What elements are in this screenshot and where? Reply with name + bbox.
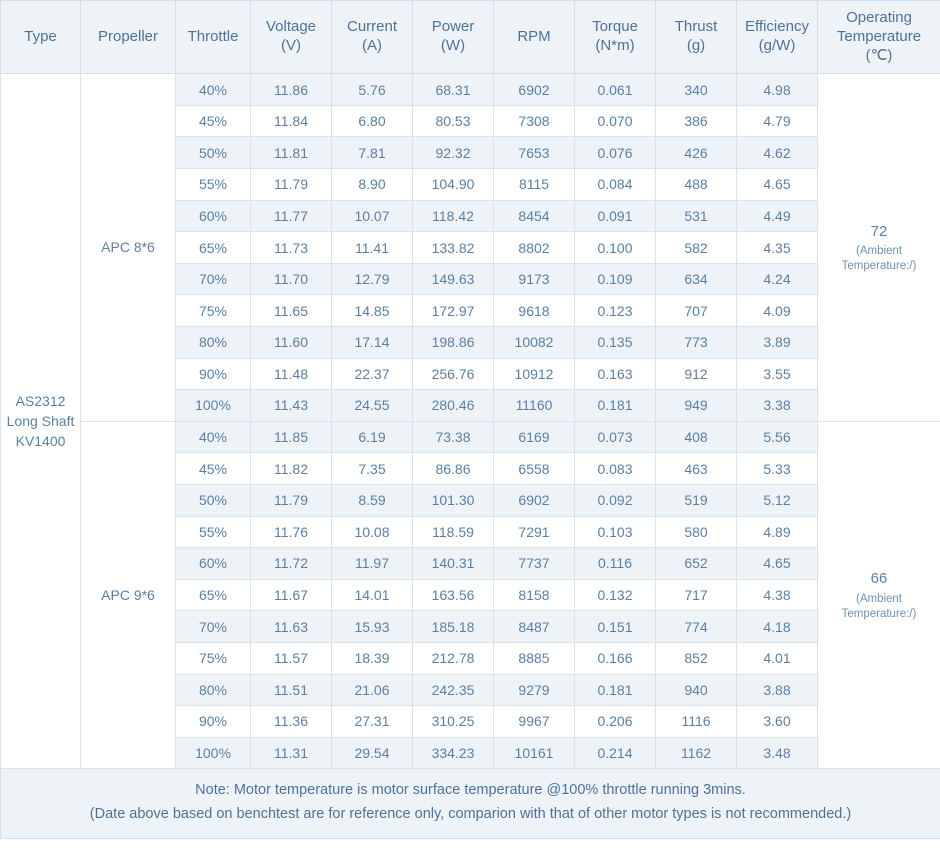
cell-rpm: 8885 <box>494 642 575 674</box>
cell-voltage: 11.65 <box>251 295 332 327</box>
header-current-label: Current <box>346 18 398 36</box>
cell-rpm: 8454 <box>494 200 575 232</box>
cell-thrust: 488 <box>656 169 737 201</box>
cell-current: 15.93 <box>332 611 413 643</box>
table-note-cell <box>1 769 940 838</box>
header-type-label: Type <box>24 27 57 45</box>
cell-rpm: 7737 <box>494 548 575 580</box>
cell-current: 14.85 <box>332 295 413 327</box>
cell-power: 92.32 <box>413 137 494 169</box>
cell-power: 118.59 <box>413 516 494 548</box>
cell-current: 27.31 <box>332 706 413 738</box>
cell-efficiency: 4.38 <box>737 579 818 611</box>
cell-current: 11.97 <box>332 548 413 580</box>
cell-power: 310.25 <box>413 706 494 738</box>
cell-power: 172.97 <box>413 295 494 327</box>
header-throttle <box>176 1 251 74</box>
cell-efficiency: 4.79 <box>737 105 818 137</box>
cell-throttle: 55% <box>176 169 251 201</box>
cell-throttle: 40% <box>176 74 251 106</box>
cell-torque: 0.091 <box>575 200 656 232</box>
cell-voltage: 11.43 <box>251 390 332 422</box>
cell-rpm: 6558 <box>494 453 575 485</box>
header-propeller <box>81 1 176 74</box>
cell-throttle: 90% <box>176 706 251 738</box>
cell-current: 12.79 <box>332 263 413 295</box>
cell-efficiency: 3.55 <box>737 358 818 390</box>
cell-rpm: 9618 <box>494 295 575 327</box>
cell-torque: 0.109 <box>575 263 656 295</box>
cell-power: 185.18 <box>413 611 494 643</box>
cell-current: 10.07 <box>332 200 413 232</box>
header-thrust-label: Thrust <box>674 18 718 36</box>
cell-torque: 0.083 <box>575 453 656 485</box>
cell-thrust: 707 <box>656 295 737 327</box>
cell-voltage: 11.79 <box>251 169 332 201</box>
cell-rpm: 8487 <box>494 611 575 643</box>
header-temperature <box>818 1 940 74</box>
propeller-cell: APC 9*6 <box>81 421 176 769</box>
cell-current: 6.80 <box>332 105 413 137</box>
cell-torque: 0.073 <box>575 421 656 453</box>
operating-temperature-cell <box>818 421 940 769</box>
cell-current: 8.90 <box>332 169 413 201</box>
cell-voltage: 11.57 <box>251 642 332 674</box>
cell-power: 149.63 <box>413 263 494 295</box>
cell-throttle: 70% <box>176 611 251 643</box>
cell-thrust: 852 <box>656 642 737 674</box>
cell-throttle: 65% <box>176 579 251 611</box>
cell-efficiency: 4.49 <box>737 200 818 232</box>
cell-power: 280.46 <box>413 390 494 422</box>
header-voltage-label: Voltage <box>265 18 317 36</box>
cell-thrust: 582 <box>656 232 737 264</box>
cell-efficiency: 5.33 <box>737 453 818 485</box>
cell-throttle: 70% <box>176 263 251 295</box>
header-efficiency-label: Efficiency <box>745 18 809 36</box>
cell-thrust: 580 <box>656 516 737 548</box>
header-thrust-unit: (g) <box>686 37 706 55</box>
cell-rpm: 10912 <box>494 358 575 390</box>
header-current <box>332 1 413 74</box>
cell-current: 11.41 <box>332 232 413 264</box>
table-row <box>1 421 940 453</box>
cell-thrust: 340 <box>656 74 737 106</box>
cell-power: 104.90 <box>413 169 494 201</box>
cell-efficiency: 3.38 <box>737 390 818 422</box>
cell-rpm: 6902 <box>494 484 575 516</box>
cell-voltage: 11.82 <box>251 453 332 485</box>
cell-throttle: 50% <box>176 484 251 516</box>
propeller-cell: APC 8*6 <box>81 74 176 422</box>
header-efficiency <box>737 1 818 74</box>
motor-type-line: AS2312 <box>15 392 66 409</box>
cell-voltage: 11.79 <box>251 484 332 516</box>
cell-rpm: 8158 <box>494 579 575 611</box>
header-voltage-unit: (V) <box>281 37 301 55</box>
temperature-value: 72 <box>870 222 888 240</box>
cell-current: 8.59 <box>332 484 413 516</box>
cell-efficiency: 4.35 <box>737 232 818 264</box>
header-current-unit: (A) <box>362 37 382 55</box>
cell-torque: 0.076 <box>575 137 656 169</box>
note-line-1: Note: Motor temperature is motor surface temperature @100% throttle running 3mins. <box>195 782 746 799</box>
cell-voltage: 11.31 <box>251 737 332 769</box>
cell-power: 242.35 <box>413 674 494 706</box>
cell-efficiency: 3.88 <box>737 674 818 706</box>
header-rpm-label: RPM <box>517 27 551 45</box>
cell-thrust: 408 <box>656 421 737 453</box>
temperature-note: (Ambient Temperature:/) <box>841 592 917 620</box>
cell-rpm: 7308 <box>494 105 575 137</box>
cell-current: 14.01 <box>332 579 413 611</box>
cell-torque: 0.151 <box>575 611 656 643</box>
cell-throttle: 75% <box>176 295 251 327</box>
cell-current: 29.54 <box>332 737 413 769</box>
cell-torque: 0.084 <box>575 169 656 201</box>
cell-throttle: 50% <box>176 137 251 169</box>
cell-current: 21.06 <box>332 674 413 706</box>
cell-rpm: 9173 <box>494 263 575 295</box>
cell-throttle: 45% <box>176 105 251 137</box>
cell-rpm: 7291 <box>494 516 575 548</box>
table-row <box>1 74 940 106</box>
cell-voltage: 11.36 <box>251 706 332 738</box>
cell-power: 118.42 <box>413 200 494 232</box>
cell-torque: 0.103 <box>575 516 656 548</box>
cell-thrust: 634 <box>656 263 737 295</box>
cell-thrust: 940 <box>656 674 737 706</box>
motor-type-line: Long Shaft <box>6 413 75 430</box>
cell-efficiency: 4.65 <box>737 169 818 201</box>
cell-voltage: 11.70 <box>251 263 332 295</box>
cell-voltage: 11.72 <box>251 548 332 580</box>
cell-throttle: 80% <box>176 674 251 706</box>
cell-current: 17.14 <box>332 327 413 359</box>
cell-thrust: 912 <box>656 358 737 390</box>
cell-torque: 0.061 <box>575 74 656 106</box>
cell-efficiency: 4.89 <box>737 516 818 548</box>
cell-efficiency: 4.65 <box>737 548 818 580</box>
cell-thrust: 1162 <box>656 737 737 769</box>
header-voltage <box>251 1 332 74</box>
cell-torque: 0.100 <box>575 232 656 264</box>
cell-rpm: 9279 <box>494 674 575 706</box>
header-temperature-label2: Temperature <box>836 27 922 45</box>
cell-voltage: 11.77 <box>251 200 332 232</box>
cell-voltage: 11.63 <box>251 611 332 643</box>
header-torque-label: Torque <box>592 18 638 36</box>
cell-voltage: 11.51 <box>251 674 332 706</box>
cell-power: 68.31 <box>413 74 494 106</box>
cell-thrust: 773 <box>656 327 737 359</box>
cell-efficiency: 3.89 <box>737 327 818 359</box>
cell-power: 101.30 <box>413 484 494 516</box>
cell-power: 163.56 <box>413 579 494 611</box>
cell-voltage: 11.60 <box>251 327 332 359</box>
cell-efficiency: 4.09 <box>737 295 818 327</box>
table-body <box>1 74 940 769</box>
cell-voltage: 11.48 <box>251 358 332 390</box>
motor-type-cell <box>1 74 81 769</box>
cell-thrust: 774 <box>656 611 737 643</box>
motor-type-line: KV1400 <box>15 433 66 450</box>
cell-torque: 0.163 <box>575 358 656 390</box>
cell-current: 24.55 <box>332 390 413 422</box>
cell-rpm: 10082 <box>494 327 575 359</box>
header-power-label: Power <box>431 18 475 36</box>
cell-torque: 0.181 <box>575 674 656 706</box>
header-temperature-label1: Operating <box>846 9 912 26</box>
header-efficiency-unit: (g/W) <box>758 37 796 55</box>
cell-voltage: 11.81 <box>251 137 332 169</box>
cell-torque: 0.181 <box>575 390 656 422</box>
cell-voltage: 11.76 <box>251 516 332 548</box>
cell-throttle: 80% <box>176 327 251 359</box>
cell-thrust: 519 <box>656 484 737 516</box>
header-propeller-label: Propeller <box>97 27 159 45</box>
cell-efficiency: 4.24 <box>737 263 818 295</box>
header-temperature-unit: (℃) <box>865 46 893 64</box>
cell-throttle: 60% <box>176 548 251 580</box>
cell-rpm: 8802 <box>494 232 575 264</box>
cell-power: 133.82 <box>413 232 494 264</box>
cell-voltage: 11.84 <box>251 105 332 137</box>
cell-current: 7.81 <box>332 137 413 169</box>
header-torque-unit: (N*m) <box>595 37 635 55</box>
cell-current: 22.37 <box>332 358 413 390</box>
cell-rpm: 6902 <box>494 74 575 106</box>
cell-voltage: 11.85 <box>251 421 332 453</box>
cell-rpm: 11160 <box>494 390 575 422</box>
cell-current: 10.08 <box>332 516 413 548</box>
table-header-row <box>1 1 940 74</box>
cell-torque: 0.166 <box>575 642 656 674</box>
cell-thrust: 652 <box>656 548 737 580</box>
cell-efficiency: 4.01 <box>737 642 818 674</box>
table-note-row <box>1 769 940 838</box>
header-rpm <box>494 1 575 74</box>
cell-torque: 0.206 <box>575 706 656 738</box>
cell-power: 140.31 <box>413 548 494 580</box>
cell-throttle: 45% <box>176 453 251 485</box>
header-torque <box>575 1 656 74</box>
cell-rpm: 9967 <box>494 706 575 738</box>
cell-power: 86.86 <box>413 453 494 485</box>
cell-throttle: 90% <box>176 358 251 390</box>
cell-current: 6.19 <box>332 421 413 453</box>
cell-power: 212.78 <box>413 642 494 674</box>
cell-torque: 0.132 <box>575 579 656 611</box>
cell-thrust: 426 <box>656 137 737 169</box>
cell-throttle: 40% <box>176 421 251 453</box>
cell-rpm: 6169 <box>494 421 575 453</box>
cell-rpm: 8115 <box>494 169 575 201</box>
cell-power: 80.53 <box>413 105 494 137</box>
cell-torque: 0.214 <box>575 737 656 769</box>
cell-voltage: 11.67 <box>251 579 332 611</box>
cell-current: 18.39 <box>332 642 413 674</box>
cell-efficiency: 5.56 <box>737 421 818 453</box>
cell-rpm: 7653 <box>494 137 575 169</box>
cell-rpm: 10161 <box>494 737 575 769</box>
header-throttle-label: Throttle <box>187 27 239 45</box>
cell-power: 256.76 <box>413 358 494 390</box>
cell-thrust: 717 <box>656 579 737 611</box>
cell-throttle: 55% <box>176 516 251 548</box>
temperature-note: (Ambient Temperature:/) <box>841 245 917 273</box>
header-type <box>1 1 81 74</box>
cell-voltage: 11.73 <box>251 232 332 264</box>
cell-throttle: 75% <box>176 642 251 674</box>
cell-thrust: 463 <box>656 453 737 485</box>
cell-power: 198.86 <box>413 327 494 359</box>
operating-temperature-cell <box>818 74 940 422</box>
cell-throttle: 65% <box>176 232 251 264</box>
cell-efficiency: 4.62 <box>737 137 818 169</box>
cell-throttle: 100% <box>176 737 251 769</box>
cell-power: 73.38 <box>413 421 494 453</box>
cell-thrust: 949 <box>656 390 737 422</box>
cell-thrust: 1116 <box>656 706 737 738</box>
header-power-unit: (W) <box>440 37 466 55</box>
header-power <box>413 1 494 74</box>
cell-current: 5.76 <box>332 74 413 106</box>
cell-torque: 0.116 <box>575 548 656 580</box>
cell-efficiency: 4.18 <box>737 611 818 643</box>
cell-current: 7.35 <box>332 453 413 485</box>
cell-torque: 0.123 <box>575 295 656 327</box>
cell-thrust: 531 <box>656 200 737 232</box>
cell-efficiency: 3.60 <box>737 706 818 738</box>
note-line-2: (Date above based on benchtest are for reference only, comparion with that of other motor types is not recommended.) <box>89 805 852 822</box>
cell-throttle: 100% <box>176 390 251 422</box>
cell-thrust: 386 <box>656 105 737 137</box>
temperature-value: 66 <box>870 570 888 588</box>
cell-torque: 0.135 <box>575 327 656 359</box>
cell-throttle: 60% <box>176 200 251 232</box>
cell-voltage: 11.86 <box>251 74 332 106</box>
cell-power: 334.23 <box>413 737 494 769</box>
cell-efficiency: 5.12 <box>737 484 818 516</box>
header-thrust <box>656 1 737 74</box>
cell-efficiency: 3.48 <box>737 737 818 769</box>
cell-efficiency: 4.98 <box>737 74 818 106</box>
cell-torque: 0.092 <box>575 484 656 516</box>
cell-torque: 0.070 <box>575 105 656 137</box>
